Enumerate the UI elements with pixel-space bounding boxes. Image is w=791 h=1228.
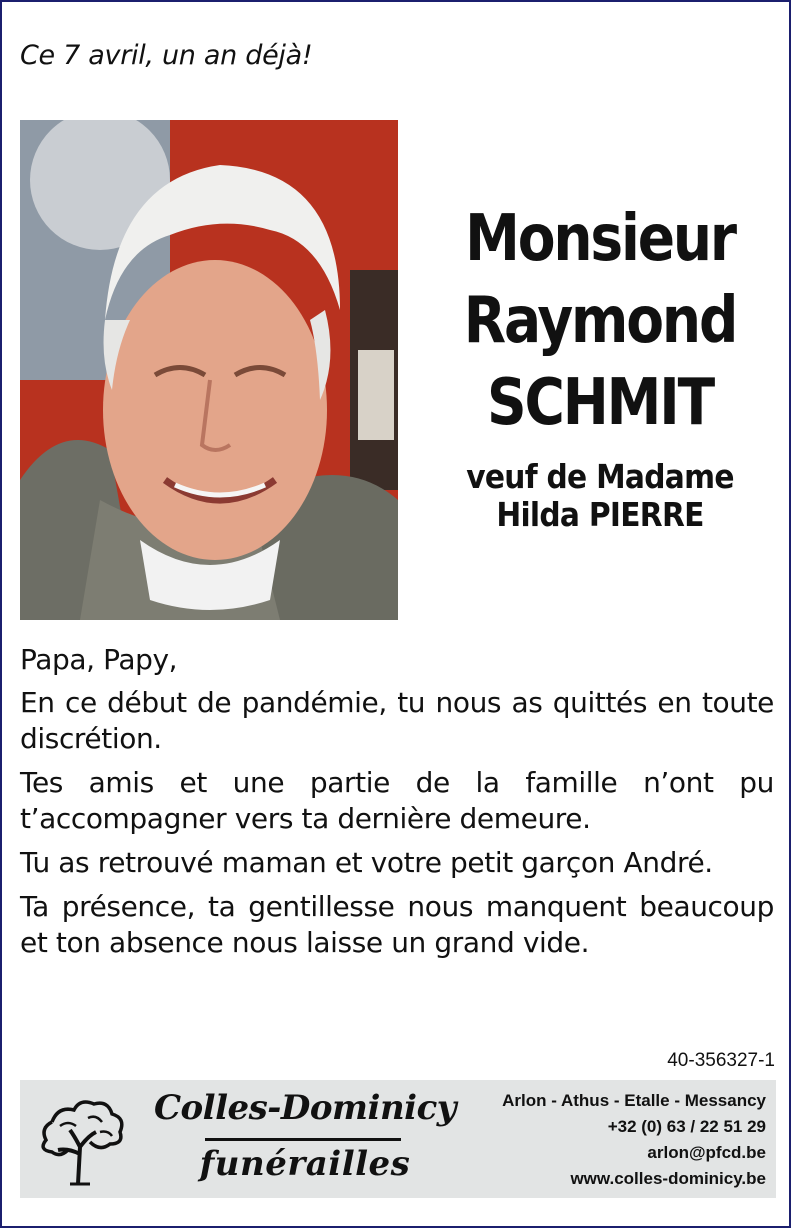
funeral-home-banner xyxy=(20,1080,776,1198)
email-address: arlon@pfcd.be xyxy=(647,1143,766,1162)
brand-subtitle: funérailles xyxy=(199,1144,411,1184)
tree-icon xyxy=(30,1092,130,1186)
locations: Arlon - Athus - Etalle - Messancy xyxy=(502,1091,766,1110)
deceased-name-block xyxy=(412,198,788,534)
brand-divider xyxy=(205,1138,401,1141)
brand-name: Colles-Dominicy xyxy=(153,1088,457,1128)
message-paragraph: Tu as retrouvé maman et votre petit garçon André. xyxy=(20,846,713,879)
portrait-illustration xyxy=(20,120,398,620)
deceased-last-name: SCHMIT xyxy=(487,366,713,440)
reference-number: 40-356327-1 xyxy=(667,1050,775,1071)
website-link: www.colles-dominicy.be xyxy=(570,1169,766,1188)
deceased-title: Monsieur xyxy=(465,202,735,276)
deceased-first-name: Raymond xyxy=(463,284,737,358)
message-paragraph: Tes amis et une partie de la famille n’ont pu t’accompagner vers ta dernière demeure. xyxy=(20,766,774,835)
contact-block xyxy=(466,1088,766,1192)
anniversary-intro: Ce 7 avril, un an déjà! xyxy=(20,40,313,71)
message-paragraph: Ta présence, ta gentillesse nous manquent beaucoup et ton absence nous laisse un grand vide. xyxy=(20,890,774,959)
memorial-message xyxy=(20,642,774,969)
widow-line-1: veuf de Madame xyxy=(466,457,734,496)
phone-number: +32 (0) 63 / 22 51 29 xyxy=(607,1117,766,1136)
portrait-photo xyxy=(20,120,398,620)
greeting: Papa, Papy, xyxy=(20,643,178,676)
widow-line-2: Hilda PIERRE xyxy=(496,495,704,534)
message-paragraph: En ce début de pandémie, tu nous as quittés en toute discrétion. xyxy=(20,686,774,755)
